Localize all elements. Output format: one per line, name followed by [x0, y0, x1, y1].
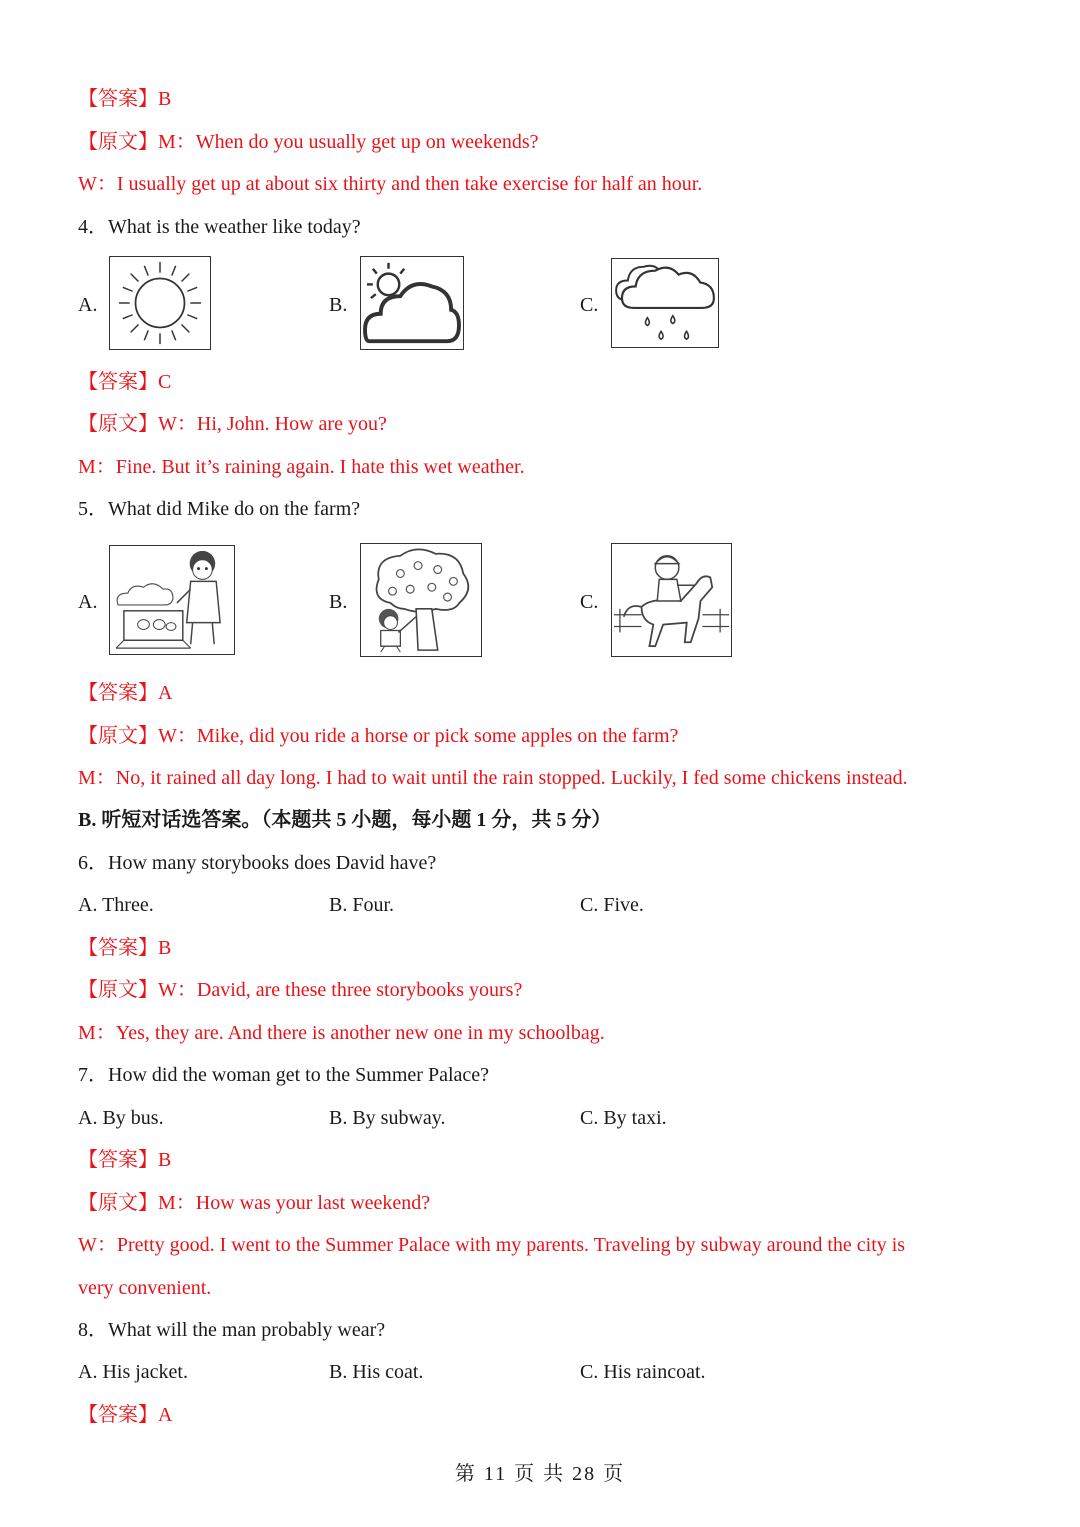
q4-option-b-label: B.	[329, 294, 348, 316]
q5-option-b-label: B.	[329, 591, 348, 613]
q8-option-a: A. His jacket.	[78, 1361, 188, 1383]
q7-option-a: A. By bus.	[78, 1107, 164, 1129]
rain-cloud-icon	[611, 258, 719, 348]
q5-question: 5．What did Mike do on the farm?	[78, 498, 361, 520]
q7-option-c: C. By taxi.	[580, 1107, 667, 1129]
q7-script-line3: very convenient.	[78, 1277, 212, 1299]
q4-question: 4．What is the weather like today?	[78, 216, 361, 238]
q3-script-line1: 【原文】M：When do you usually get up on weekends?	[78, 131, 539, 153]
section-b-text: 听短对话选答案。（本题共 5 小题，每小题 1 分，共 5 分）	[101, 809, 612, 831]
q8-question: 8．What will the man probably wear?	[78, 1319, 386, 1341]
boy-feeding-chickens-image	[109, 545, 235, 655]
q4-script-line1: 【原文】W：Hi, John. How are you?	[78, 413, 387, 435]
q3-answer: 【答案】B	[78, 88, 172, 110]
q6-script-line2: M：Yes, they are. And there is another new one in my schoolbag.	[78, 1022, 605, 1044]
section-b-heading	[78, 806, 611, 834]
q4-option-c-label: C.	[580, 294, 599, 316]
q5-option-c-label: C.	[580, 591, 599, 613]
q7-option-b: B. By subway.	[329, 1107, 446, 1129]
q6-option-b: B. Four.	[329, 894, 395, 916]
q6-script-line1: 【原文】W：David, are these three storybooks yours?	[78, 979, 523, 1001]
q5-script-line2: M：No, it rained all day long. I had to wait until the rain stopped. Luckily, I fed some chickens instead.	[78, 767, 908, 789]
q7-script-line1: 【原文】M：How was your last weekend?	[78, 1192, 431, 1214]
boy-picking-apples-image	[360, 543, 482, 657]
q6-question: 6．How many storybooks does David have?	[78, 852, 437, 874]
q8-answer: 【答案】A	[78, 1404, 173, 1426]
q7-answer: 【答案】B	[78, 1149, 172, 1171]
q7-script-line2: W：Pretty good. I went to the Summer Palace with my parents. Traveling by subway around the city is	[78, 1234, 906, 1256]
q4-script-line2: M：Fine. But it’s raining again. I hate this wet weather.	[78, 456, 525, 478]
q7-question: 7．How did the woman get to the Summer Palace?	[78, 1064, 490, 1086]
cloudy-sun-icon	[360, 256, 464, 350]
q8-option-b: B. His coat.	[329, 1361, 424, 1383]
q6-option-c: C. Five.	[580, 894, 644, 916]
q5-script-line1: 【原文】W：Mike, did you ride a horse or pick some apples on the farm?	[78, 725, 679, 747]
page-footer: 第 11 页 共 28 页	[454, 1463, 626, 1485]
q6-option-a: A. Three.	[78, 894, 154, 916]
q5-option-a-label: A.	[78, 591, 98, 613]
q5-answer: 【答案】A	[78, 682, 173, 704]
q6-answer: 【答案】B	[78, 937, 172, 959]
q4-answer: 【答案】C	[78, 371, 172, 393]
q8-option-c: C. His raincoat.	[580, 1361, 706, 1383]
boy-riding-horse-image	[611, 543, 732, 657]
sun-icon	[109, 256, 211, 350]
section-b-prefix: B.	[78, 809, 97, 831]
q4-option-a-label: A.	[78, 294, 98, 316]
q3-script-line2: W：I usually get up at about six thirty and then take exercise for half an hour.	[78, 173, 703, 195]
